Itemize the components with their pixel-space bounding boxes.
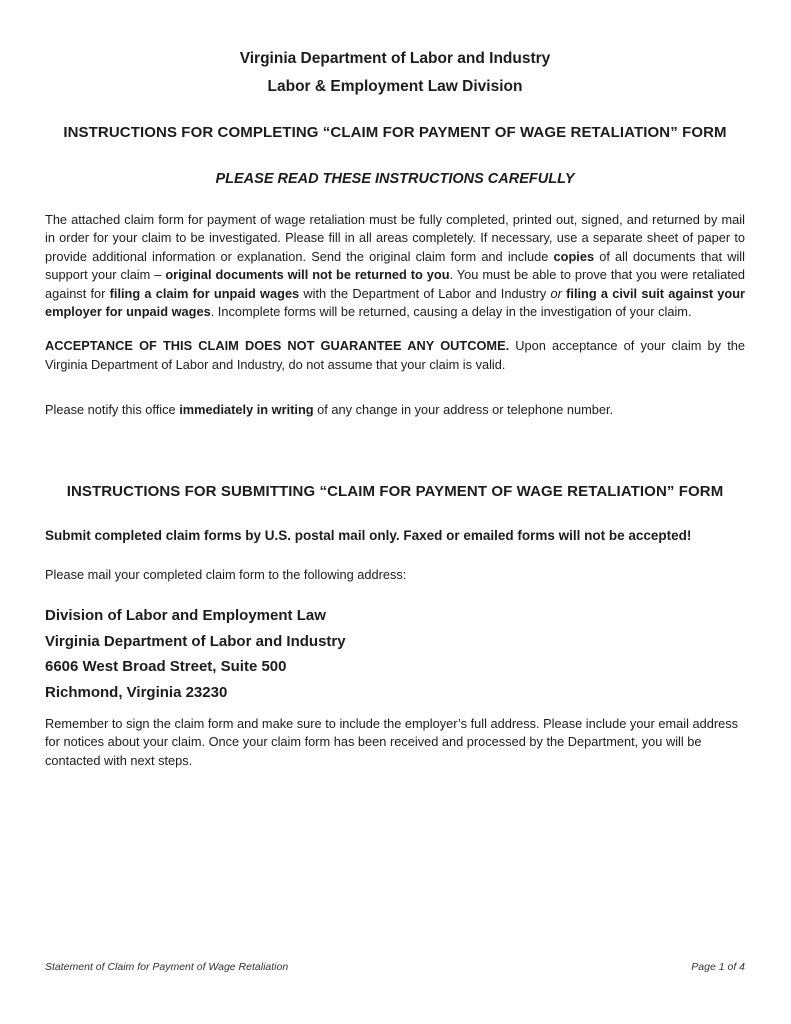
mail-intro-line: Please mail your completed claim form to the following address: — [45, 566, 407, 582]
mailing-address — [45, 603, 745, 705]
org-name-line1: Virginia Department of Labor and Industry — [239, 50, 551, 67]
address-line-city: Richmond, Virginia 23230 — [45, 683, 228, 701]
address-line-street: 6606 West Broad Street, Suite 500 — [45, 658, 287, 676]
notify-paragraph: Please notify this office immediately in writing of any change in your address or telephone number. — [45, 402, 614, 418]
address-line-department: Virginia Department of Labor and Industry — [45, 632, 346, 650]
footer-page-number: Page 1 of 4 — [691, 961, 745, 973]
read-carefully-notice: PLEASE READ THESE INSTRUCTIONS CAREFULLY — [215, 171, 575, 187]
postal-mail-only-notice: Submit completed claim forms by U.S. postal mail only. Faxed or emailed forms will not be accepted! — [45, 527, 692, 543]
page-footer — [45, 961, 745, 973]
address-line-division: Division of Labor and Employment Law — [45, 607, 326, 625]
intro-paragraph: The attached claim form for payment of wage retaliation must be fully completed, printed out, signed, and returned by mail in order for your claim to be investigated. Please fill in all areas completely. If necessary, use a separate sheet of paper to provide additional information or explanation. Send the original claim form and include copies of all documents that will support your claim – original documents will not be returned to you. You must be able to prove that you were retaliated against for filing a claim for unpaid wages with the Department of Labor and Industry or filing a civil suit against your employer for unpaid wages. Incomplete forms will be returned, causing a delay in the investigation of your claim. — [45, 212, 746, 320]
completing-instructions-heading: INSTRUCTIONS FOR COMPLETING “CLAIM FOR PAYMENT OF WAGE RETALIATION” FORM — [63, 124, 727, 141]
footer-document-title: Statement of Claim for Payment of Wage Retaliation — [45, 961, 289, 973]
acceptance-paragraph: ACCEPTANCE OF THIS CLAIM DOES NOT GUARANTEE ANY OUTCOME. Upon acceptance of your claim by the Virginia Department of Labor and Industry, do not assume that your claim is valid. — [45, 338, 745, 372]
document-header — [45, 45, 745, 101]
submitting-instructions-heading: INSTRUCTIONS FOR SUBMITTING “CLAIM FOR PAYMENT OF WAGE RETALIATION” FORM — [66, 482, 724, 500]
remember-paragraph: Remember to sign the claim form and make sure to include the employer’s full address. Please include your email address for notices about your claim. Once your claim form has been received and processed by the Department, you will be contacted with next steps. — [45, 716, 739, 768]
org-name-line2: Labor & Employment Law Division — [267, 78, 523, 95]
